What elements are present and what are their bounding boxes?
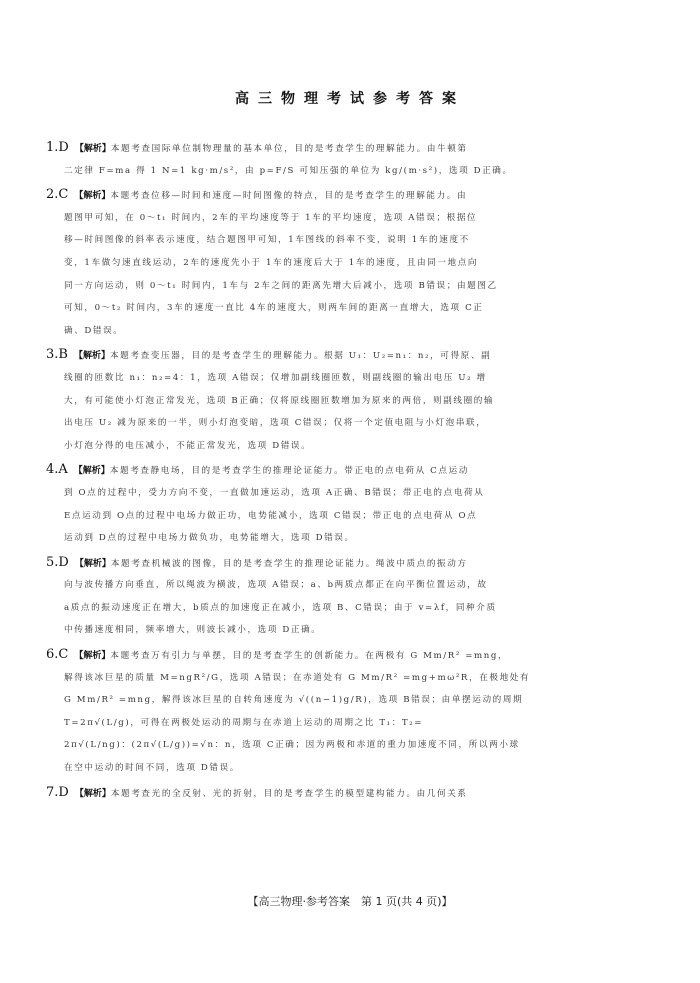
answer-line xyxy=(46,782,646,805)
answer-item xyxy=(46,184,646,342)
answer-item xyxy=(46,552,646,642)
answer-text: 向与波传播方向垂直，所以绳波为横波，选项 A错误；a、b两质点都正在向平衡位置运动，故 xyxy=(64,580,488,591)
answer-line xyxy=(64,229,646,252)
answer-text: 题图甲可知，在 0～t₁ 时间内，2车的平均速度等于 1车的平均速度，选项 A错误；根据位 xyxy=(64,212,478,223)
answer-line xyxy=(64,207,646,230)
answer-item xyxy=(46,644,646,780)
answer-item xyxy=(46,344,646,457)
answer-list xyxy=(46,137,646,806)
answer-line xyxy=(64,619,646,642)
answer-line xyxy=(64,734,646,757)
answer-text: 本题考查光的全反射、光的折射，目的是考查学生的模型建构能力。由几何关系 xyxy=(110,788,468,799)
answer-text: 本题考查万有引力与单摆，目的是考查学生的创新能力。在两极有 G Mm/R² =mng， xyxy=(110,651,509,662)
analysis-tag: 【解析】 xyxy=(73,466,110,477)
answer-text: 线圈的匝数比 n₁：n₂=4：1，选项 A错误；仅增加副线圈匝数，则副线圈的输出电压 U₂ 增 xyxy=(64,372,487,383)
answer-text: 本题考查机械波的图像，目的是考查学生的推理论证能力。绳波中质点的振动方 xyxy=(110,558,468,569)
answer-text: 到 O点的过程中，受力方向不变，一直做加速运动，选项 A正确、B错误；带正电的点电荷从 xyxy=(64,487,485,498)
answer-item xyxy=(46,459,646,549)
answer-line xyxy=(64,597,646,620)
answer-line xyxy=(64,505,646,528)
answer-text: 出电压 U₂ 减为原来的一半，则小灯泡变暗，选项 C错误；仅将一个定值电阻与小灯泡串联， xyxy=(64,418,487,429)
analysis-tag: 【解析】 xyxy=(74,788,111,799)
answer-text: 2π√(L/ng)：(2π√(L/g))=√n：n，选项 C正确；因为两极和赤道的重力加速度不同，所以两小球 xyxy=(64,740,520,751)
answer-text: 变，1车做匀速直线运动，2车的速度先小于 1车的速度后大于 1车的速度，且由同一地点向 xyxy=(64,257,479,268)
analysis-tag: 【解析】 xyxy=(73,351,110,362)
answer-line xyxy=(64,252,646,275)
answer-text: a质点的振动速度正在增大，b质点的加速度正在减小，选项 B、C错误；由于 v=λf，同种介质 xyxy=(64,602,497,613)
answer-text: 移—时间图像的斜率表示速度，结合题图甲可知，1车图线的斜率不变，说明 1车的速度不 xyxy=(64,235,470,246)
answer-text: 运动到 D点的过程中电场力做负功，电势能增大，选项 D错误。 xyxy=(64,533,355,544)
answer-line xyxy=(64,320,646,343)
answer-line xyxy=(46,459,646,482)
answer-line xyxy=(64,412,646,435)
answer-line xyxy=(64,757,646,780)
answer-item xyxy=(46,782,646,805)
answer-line xyxy=(46,137,646,160)
answer-text: 大，有可能使小灯泡正常发光，选项 B正确；仅将原线圈匝数增加为原来的两倍，则副线圈的输 xyxy=(64,395,495,406)
answer-line xyxy=(64,667,646,690)
answer-text: 解得该冰巨星的质量 M=ngR²/G，选项 A错误；在赤道处有 G Mm/R² =mg+mω²R，在极地处有 xyxy=(64,672,531,683)
question-number: 4.A xyxy=(46,462,68,478)
answer-line xyxy=(64,712,646,735)
answer-text: 在空中运动的时间不同，选项 D错误。 xyxy=(64,763,240,774)
answer-line xyxy=(46,344,646,367)
answer-text: 二定律 F=ma 得 1 N=1 kg·m/s²，由 p=F/S 可知压强的单位为 kg/(m·s²)，选项 D正确。 xyxy=(64,165,513,176)
question-number: 2.C xyxy=(46,187,69,203)
answer-text: 同一方向运动，则 0～t₁ 时间内，1车与 2车之间的距离先增大后减小，选项 B错误；由题图乙 xyxy=(64,280,498,291)
answer-line xyxy=(64,689,646,712)
answer-item xyxy=(46,137,646,182)
analysis-tag: 【解析】 xyxy=(74,144,111,154)
answer-text: 确、D错误。 xyxy=(64,325,124,336)
answer-line xyxy=(64,160,646,183)
answer-line xyxy=(46,184,646,207)
answer-line xyxy=(64,275,646,298)
question-number: 5.D xyxy=(46,554,69,570)
answer-line xyxy=(46,552,646,575)
answer-line xyxy=(64,574,646,597)
answer-text: 本题考查位移—时间和速度—时间图像的特点，目的是考查学生的理解能力。由 xyxy=(110,191,468,202)
question-number: 1.D xyxy=(46,140,69,155)
question-number: 6.C xyxy=(46,647,69,663)
answer-line xyxy=(46,644,646,667)
answer-text: 中传播速度相同，频率增大，则波长减小，选项 D正确。 xyxy=(64,625,322,636)
analysis-tag: 【解析】 xyxy=(74,651,111,662)
answer-line xyxy=(64,390,646,413)
answer-text: 本题考查变压器，目的是考查学生的理解能力。根据 U₁：U₂=n₁：n₂，可得原、副 xyxy=(109,351,492,362)
answer-line xyxy=(64,527,646,550)
answer-text: T=2π√(L/g)，可得在两极处运动的周期与在赤道上运动的周期之比 T₁：T₂= xyxy=(64,717,424,728)
page-title: 高三物理考试参考答案 xyxy=(235,91,465,107)
answer-text: 小灯泡分得的电压减小，不能正常发光，选项 D错误。 xyxy=(64,440,312,451)
page-footer: 【高三物理·参考答案 第 1 页(共 4 页)】 xyxy=(247,895,453,908)
answer-text: 可知，0～t₂ 时间内，3车的速度一直比 4车的速度大，则两车间的距离一直增大，选项 C正 xyxy=(64,303,484,314)
question-number: 7.D xyxy=(46,784,69,800)
analysis-tag: 【解析】 xyxy=(74,558,111,569)
answer-line xyxy=(64,367,646,390)
answer-line xyxy=(64,482,646,505)
answer-line xyxy=(64,297,646,320)
answer-text: G Mm/R² =mng，解得该冰巨星的自转角速度为 √((n−1)g/R)，选项 B错误；由单摆运动的周期 xyxy=(64,695,524,706)
answer-line xyxy=(64,435,646,458)
answer-text: 本题考查静电场，目的是考查学生的推理论证能力。带正电的点电荷从 C点运动 xyxy=(109,466,469,477)
question-number: 3.B xyxy=(46,347,68,363)
analysis-tag: 【解析】 xyxy=(74,191,111,202)
answer-text: 本题考查国际单位制物理量的基本单位，目的是考查学生的理解能力。由牛顿第 xyxy=(110,144,468,154)
answer-text: E点运动到 O点的过程中电场力做正功，电势能减小，选项 C错误；带正电的点电荷从 O点 xyxy=(64,510,478,521)
